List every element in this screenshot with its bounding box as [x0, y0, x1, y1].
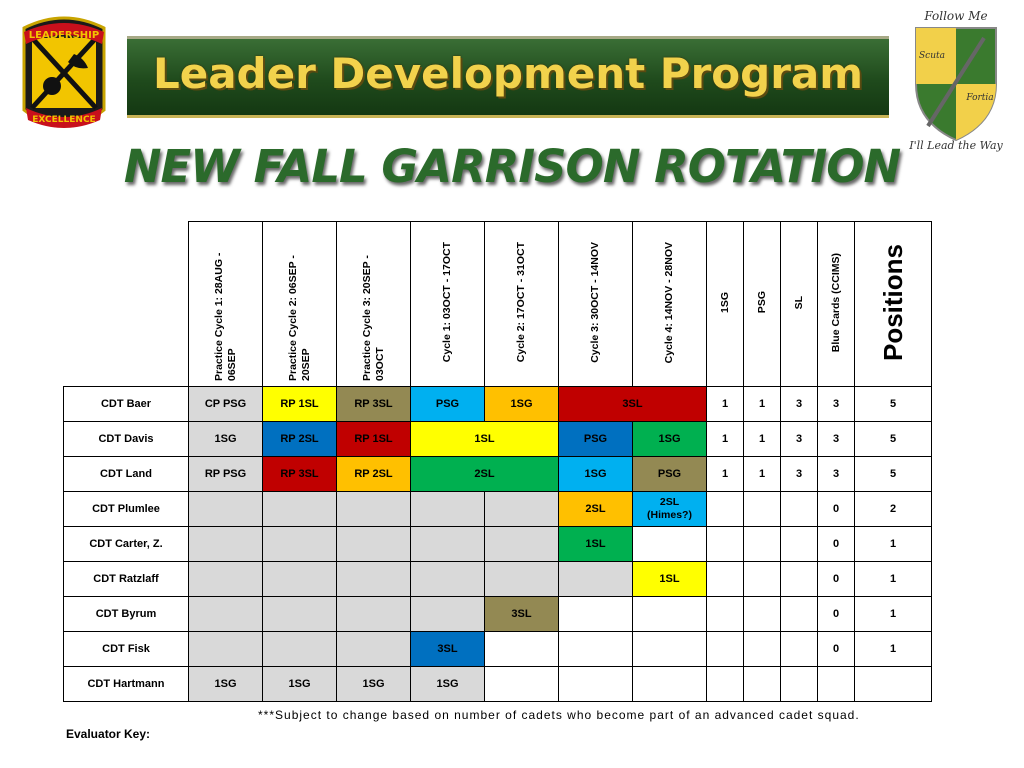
table-row: [64, 632, 932, 667]
table-cell: 2SL: [411, 457, 559, 492]
table-cell: 1SG: [263, 667, 337, 702]
table-cell: [633, 667, 707, 702]
count-blue-cards: 0: [818, 562, 855, 597]
count-blue-cards: [818, 667, 855, 702]
count-1sg: [707, 527, 744, 562]
count-positions: 1: [855, 562, 932, 597]
count-psg: [744, 632, 781, 667]
table-cell: [263, 527, 337, 562]
count-blue-cards: 0: [818, 597, 855, 632]
table-cell: [337, 527, 411, 562]
column-header: Practice Cycle 3: 20SEP - 03OCT: [337, 222, 411, 387]
column-header: SL: [781, 222, 818, 387]
table-cell: [263, 632, 337, 667]
table-cell: [485, 632, 559, 667]
svg-text:Fortia: Fortia: [966, 93, 994, 103]
svg-text:EXCELLENCE: EXCELLENCE: [32, 115, 96, 125]
table-cell: CP PSG: [189, 387, 263, 422]
table-cell: RP 2SL: [263, 422, 337, 457]
count-positions: 5: [855, 422, 932, 457]
table-cell: RP PSG: [189, 457, 263, 492]
table-cell: RP 1SL: [263, 387, 337, 422]
count-sl: 3: [781, 387, 818, 422]
count-blue-cards: 3: [818, 422, 855, 457]
table-cell: 2SL: [559, 492, 633, 527]
page-subtitle: NEW FALL GARRISON ROTATION: [123, 140, 901, 193]
table-cell: [337, 492, 411, 527]
table-row: [64, 667, 932, 702]
count-psg: 1: [744, 422, 781, 457]
table-cell: 1SG: [337, 667, 411, 702]
table-cell: [263, 492, 337, 527]
table-row: [64, 562, 932, 597]
table-cell: 1SG: [485, 387, 559, 422]
table-cell: 1SL: [411, 422, 559, 457]
table-corner: [64, 222, 189, 387]
rotc-leadership-excellence-logo: [18, 14, 110, 138]
table-cell: [633, 632, 707, 667]
count-psg: 1: [744, 387, 781, 422]
table-cell: [189, 597, 263, 632]
cadet-name: CDT Fisk: [64, 632, 189, 667]
table-cell: [189, 527, 263, 562]
table-cell: RP 3SL: [263, 457, 337, 492]
count-1sg: [707, 632, 744, 667]
table-cell: [633, 597, 707, 632]
svg-text:Scuta: Scuta: [919, 51, 945, 61]
table-cell: [559, 597, 633, 632]
column-header: Practice Cycle 2: 06SEP - 20SEP: [263, 222, 337, 387]
count-positions: 1: [855, 597, 932, 632]
table-cell: [485, 667, 559, 702]
table-cell: [485, 492, 559, 527]
count-psg: [744, 667, 781, 702]
cadet-name: CDT Ratzlaff: [64, 562, 189, 597]
table-cell: [189, 562, 263, 597]
count-blue-cards: 3: [818, 457, 855, 492]
table-cell: RP 2SL: [337, 457, 411, 492]
column-header: Blue Cards (CCIMS): [818, 222, 855, 387]
svg-text:Follow Me: Follow Me: [924, 9, 988, 23]
table-cell: [189, 632, 263, 667]
table-cell: 3SL: [559, 387, 707, 422]
count-positions: 5: [855, 387, 932, 422]
count-sl: [781, 562, 818, 597]
table-cell: [189, 492, 263, 527]
table-cell: 1SG: [189, 422, 263, 457]
count-1sg: [707, 562, 744, 597]
rotation-table: [63, 221, 932, 702]
title-banner: [127, 36, 889, 118]
count-psg: [744, 597, 781, 632]
table-cell: [559, 562, 633, 597]
table-cell: 1SL: [633, 562, 707, 597]
cadet-name: CDT Davis: [64, 422, 189, 457]
count-positions: 1: [855, 527, 932, 562]
page-title: Leader Development Program: [152, 49, 864, 98]
table-cell: 1SG: [633, 422, 707, 457]
table-cell: 2SL (Himes?): [633, 492, 707, 527]
table-row: [64, 422, 932, 457]
table-cell: 1SG: [189, 667, 263, 702]
table-cell: [633, 527, 707, 562]
table-cell: [411, 597, 485, 632]
table-cell: 1SL: [559, 527, 633, 562]
column-header: Cycle 1: 03OCT - 17OCT: [411, 222, 485, 387]
table-cell: [337, 632, 411, 667]
column-header: Practice Cycle 1: 28AUG - 06SEP: [189, 222, 263, 387]
table-cell: [485, 527, 559, 562]
table-row: [64, 527, 932, 562]
table-cell: [263, 597, 337, 632]
table-cell: 1SG: [411, 667, 485, 702]
count-sl: 3: [781, 422, 818, 457]
table-row: [64, 457, 932, 492]
column-header: PSG: [744, 222, 781, 387]
table-cell: 3SL: [411, 632, 485, 667]
svg-text:LEADERSHIP: LEADERSHIP: [28, 30, 100, 41]
count-positions: 1: [855, 632, 932, 667]
table-row: [64, 597, 932, 632]
table-cell: [559, 632, 633, 667]
table-cell: [411, 527, 485, 562]
cadet-name: CDT Land: [64, 457, 189, 492]
count-sl: [781, 667, 818, 702]
count-sl: [781, 597, 818, 632]
cadet-name: CDT Byrum: [64, 597, 189, 632]
count-1sg: 1: [707, 387, 744, 422]
cadet-name: CDT Hartmann: [64, 667, 189, 702]
table-cell: 1SG: [559, 457, 633, 492]
table-row: [64, 492, 932, 527]
footnote: ***Subject to change based on number of cadets who become part of an advanced cadet squad.: [258, 708, 860, 722]
count-1sg: 1: [707, 422, 744, 457]
count-positions: 2: [855, 492, 932, 527]
cadet-name: CDT Carter, Z.: [64, 527, 189, 562]
evaluator-key-label: Evaluator Key:: [66, 727, 151, 741]
table-cell: [337, 597, 411, 632]
count-psg: 1: [744, 457, 781, 492]
table-cell: PSG: [633, 457, 707, 492]
column-header: 1SG: [707, 222, 744, 387]
count-blue-cards: 3: [818, 387, 855, 422]
count-positions: [855, 667, 932, 702]
count-blue-cards: 0: [818, 492, 855, 527]
count-psg: [744, 562, 781, 597]
table-cell: [485, 562, 559, 597]
column-header: Cycle 4: 14NOV - 28NOV: [633, 222, 707, 387]
count-1sg: [707, 597, 744, 632]
follow-me-shield-logo: [898, 4, 1014, 154]
table-cell: [411, 492, 485, 527]
column-header: Cycle 3: 30OCT - 14NOV: [559, 222, 633, 387]
count-sl: [781, 492, 818, 527]
count-psg: [744, 492, 781, 527]
svg-text:I'll Lead the Way: I'll Lead the Way: [909, 139, 1003, 152]
count-psg: [744, 527, 781, 562]
column-header-positions: Positions: [855, 222, 932, 387]
cadet-name: CDT Plumlee: [64, 492, 189, 527]
count-1sg: [707, 492, 744, 527]
count-1sg: 1: [707, 457, 744, 492]
table-cell: 3SL: [485, 597, 559, 632]
table-cell: [411, 562, 485, 597]
table-cell: PSG: [411, 387, 485, 422]
table-row: [64, 387, 932, 422]
table-cell: [337, 562, 411, 597]
table-cell: PSG: [559, 422, 633, 457]
count-1sg: [707, 667, 744, 702]
table-cell: [559, 667, 633, 702]
count-positions: 5: [855, 457, 932, 492]
table-cell: RP 1SL: [337, 422, 411, 457]
cadet-name: CDT Baer: [64, 387, 189, 422]
table-cell: RP 3SL: [337, 387, 411, 422]
column-header: Cycle 2: 17OCT - 31OCT: [485, 222, 559, 387]
count-blue-cards: 0: [818, 632, 855, 667]
count-sl: 3: [781, 457, 818, 492]
count-blue-cards: 0: [818, 527, 855, 562]
count-sl: [781, 632, 818, 667]
count-sl: [781, 527, 818, 562]
table-cell: [263, 562, 337, 597]
